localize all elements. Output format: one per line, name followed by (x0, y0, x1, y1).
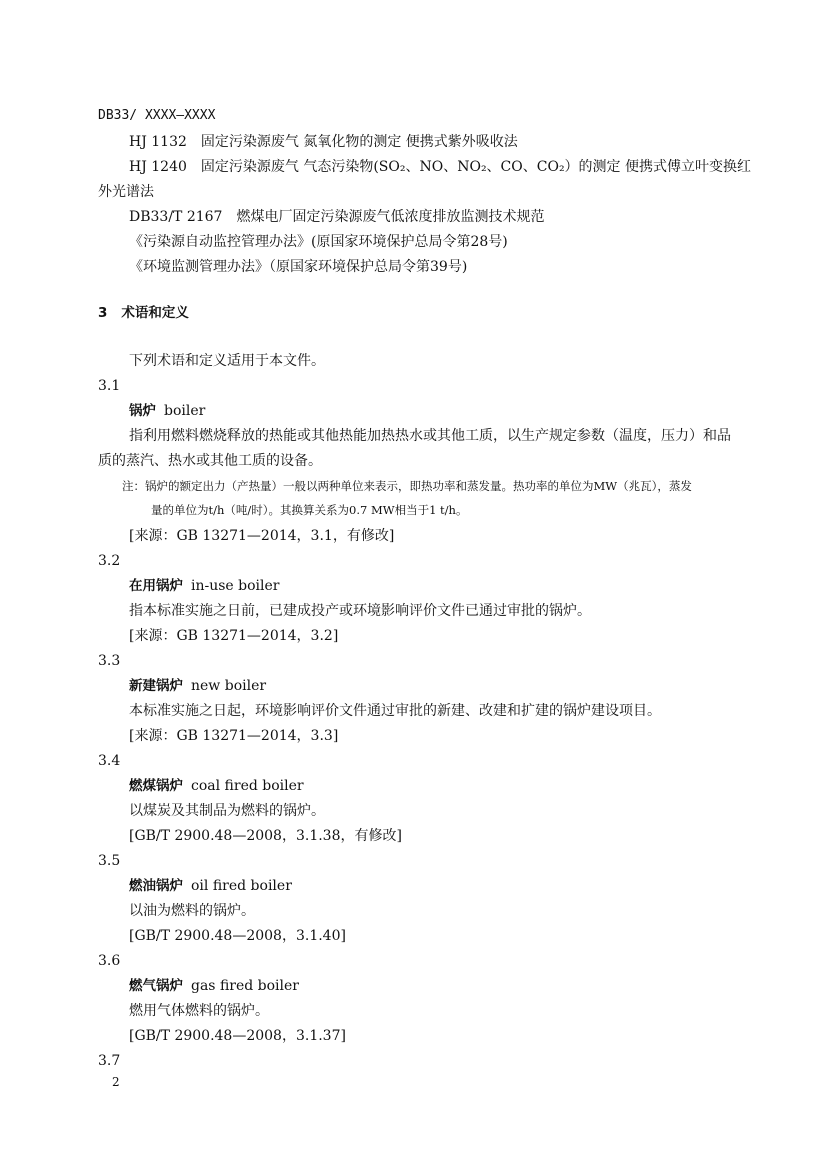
term-zh: 燃煤锅炉 (129, 778, 183, 794)
term-heading (129, 576, 279, 596)
section-intro: 下列术语和定义适用于本文件。 (129, 353, 325, 369)
term-number: 3.4 (98, 753, 121, 769)
term-heading (129, 976, 299, 996)
term-source: [GB/T 2900.48—2008，3.1.37] (129, 1028, 346, 1044)
section-number: 3 (98, 305, 108, 321)
term-zh: 在用锅炉 (129, 578, 183, 594)
note-text: 锅炉的额定出力（产热量）一般以两种单位来表示，即热功率和蒸发量。热功率的单位为MW（兆瓦），蒸发 (145, 479, 692, 493)
term-en: gas fired boiler (191, 978, 299, 994)
section-heading (98, 303, 189, 323)
term-definition: 以油为燃料的锅炉。 (129, 903, 255, 919)
term-definition: 指利用燃料燃烧释放的热能或其他热能加热热水或其他工质，以生产规定参数（温度，压力）和品 (129, 428, 731, 444)
page-number: 2 (112, 1075, 120, 1089)
reference-pollution-monitoring-measures: 《污染源自动监控管理办法》(原国家环境保护总局令第28号) (129, 234, 508, 250)
term-number: 3.1 (98, 378, 121, 394)
term-zh: 燃油锅炉 (129, 878, 183, 894)
term-definition: 燃用气体燃料的锅炉。 (129, 1003, 269, 1019)
document-header: DB33/ XXXX—XXXX (98, 108, 216, 123)
reference-hj1132: HJ 1132 固定污染源废气 氮氧化物的测定 便携式紫外吸收法 (129, 134, 518, 150)
term-en: coal fired boiler (191, 778, 304, 794)
term-zh: 燃气锅炉 (129, 978, 183, 994)
term-number: 3.5 (98, 853, 121, 869)
term-zh: 锅炉 (129, 403, 156, 419)
note-label: 注： (122, 479, 145, 493)
term-definition-continued: 质的蒸汽、热水或其他工质的设备。 (98, 453, 322, 469)
section-title: 术语和定义 (121, 305, 189, 321)
term-en: boiler (164, 403, 206, 419)
term-number: 3.2 (98, 553, 121, 569)
term-en: oil fired boiler (191, 878, 292, 894)
term-number: 3.6 (98, 953, 121, 969)
term-heading (129, 876, 292, 896)
term-definition: 以煤炭及其制品为燃料的锅炉。 (129, 803, 325, 819)
term-definition: 指本标准实施之日前，已建成投产或环境影响评价文件已通过审批的锅炉。 (129, 603, 591, 619)
term-heading (129, 401, 205, 421)
term-source: [GB/T 2900.48—2008，3.1.38，有修改] (129, 828, 402, 844)
term-note-continued: 量的单位为t/h（吨/时）。其换算关系为0.7 MW相当于1 t/h。 (151, 503, 468, 517)
reference-hj1240: HJ 1240 固定污染源废气 气态污染物(SO₂、NO、NO₂、CO、CO₂）的测定 便携式傅立叶变换红 (129, 159, 752, 175)
reference-db33t2167: DB33/T 2167 燃煤电厂固定污染源废气低浓度排放监测技术规范 (129, 209, 545, 225)
term-zh: 新建锅炉 (129, 678, 183, 694)
term-note (122, 477, 692, 495)
reference-hj1240-continued: 外光谱法 (98, 184, 154, 200)
term-en: new boiler (191, 678, 267, 694)
term-source: [来源：GB 13271—2014，3.3] (129, 728, 339, 744)
reference-environmental-monitoring-measures: 《环境监测管理办法》（原国家环境保护总局令第39号) (129, 259, 468, 275)
term-number: 3.3 (98, 653, 121, 669)
term-en: in-use boiler (191, 578, 280, 594)
term-number: 3.7 (98, 1053, 121, 1069)
term-heading (129, 776, 304, 796)
term-source: [来源：GB 13271—2014，3.2] (129, 628, 339, 644)
term-definition: 本标准实施之日起，环境影响评价文件通过审批的新建、改建和扩建的锅炉建设项目。 (129, 703, 661, 719)
term-source: [GB/T 2900.48—2008，3.1.40] (129, 928, 346, 944)
term-heading (129, 676, 266, 696)
term-source: [来源：GB 13271—2014，3.1，有修改] (129, 528, 395, 544)
